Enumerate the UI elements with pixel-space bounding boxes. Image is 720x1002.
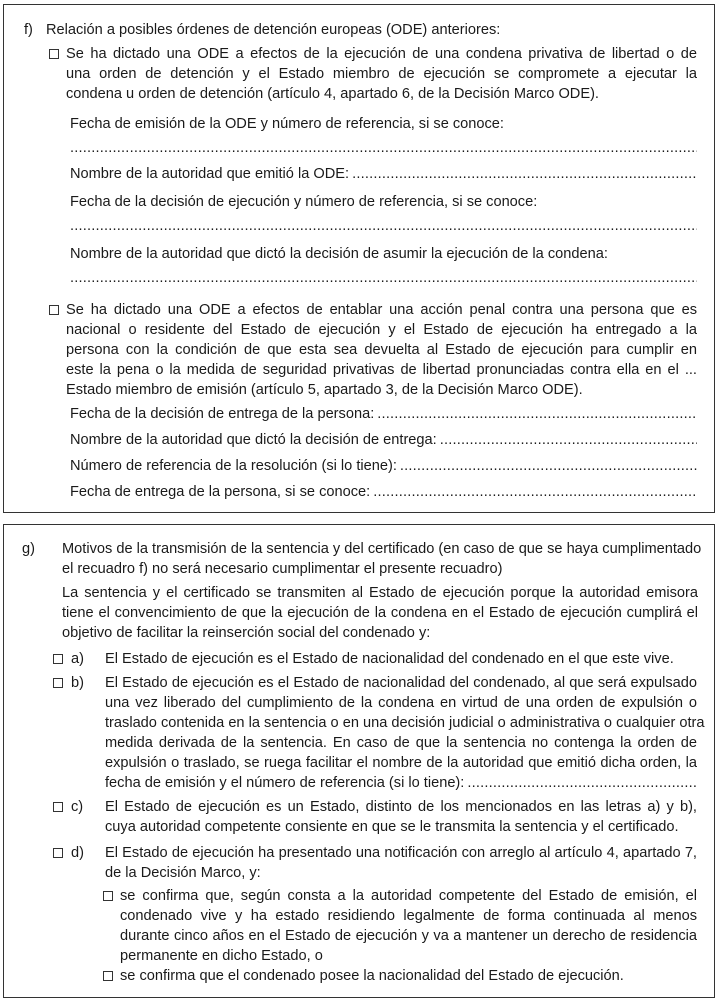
g-d-sub1-line: durante cinco años en el Estado de ejecución y va a mantener un derecho de residencia — [120, 928, 697, 944]
g-a-line: El Estado de ejecución es el Estado de nacionalidad del condenado en el que este vive. — [105, 651, 674, 667]
g-a-letter: a) — [71, 651, 84, 667]
f-option2-line: Estado miembro de emisión (artículo 5, apartado 3, de la Decisión Marco ODE). — [66, 382, 583, 398]
f-option2-line: nacional o residente del Estado de ejecución y el Estado de ejecución ha entregado a la — [66, 322, 697, 338]
f-option2-line: este la pena o la medida de seguridad privativas de libertad pronunciadas contra ella en el ... — [66, 362, 697, 378]
f-resolution-ref-label: Número de referencia de la resolución (si lo tiene): — [70, 458, 397, 474]
g-intro-line: La sentencia y el certificado se transmiten al Estado de ejecución porque la autoridad emisora — [62, 585, 698, 601]
f-exec-decision-field[interactable] — [70, 216, 697, 236]
g-intro-line: objetivo de facilitar la reinserción social del condenado y: — [62, 625, 431, 641]
f-resolution-ref-field[interactable] — [70, 456, 697, 476]
g-d-sub1-line: condenado vive y ha estado residiendo legalmente de forma continuada al menos — [120, 908, 697, 924]
g-b-line: una vez liberado del cumplimiento de la condena en virtud de una orden de expulsión o — [105, 695, 697, 711]
f-surrender-date-label: Fecha de entrega de la persona, si se conoce: — [70, 484, 371, 500]
g-b-letter: b) — [71, 675, 84, 691]
g-d-sub2-line: se confirma que el condenado posee la nacionalidad del Estado de ejecución. — [120, 968, 624, 984]
checkbox-f-option1[interactable] — [49, 49, 59, 59]
g-b-line: traslado contenida en la sentencia o en una decisión judicial o administrativa o cualquier otra — [105, 715, 705, 731]
f-surrender-decision-label: Fecha de la decisión de entrega de la persona: — [70, 406, 375, 422]
f-exec-decision-label: Fecha de la decisión de ejecución y número de referencia, si se conoce: — [70, 194, 538, 210]
g-c-line: El Estado de ejecución es un Estado, distinto de los mencionados en las letras a) y b), — [105, 799, 697, 815]
section-f-letter: f) — [24, 22, 33, 38]
section-g-title-line: el recuadro f) no será necesario cumplimentar el presente recuadro) — [62, 561, 503, 577]
f-issue-date-label: Fecha de emisión de la ODE y número de referencia, si se conoce: — [70, 116, 504, 132]
g-d-line: de la Decisión Marco, y: — [105, 865, 261, 881]
f-option2-line: Se ha dictado una ODE a efectos de entablar una acción penal contra una persona que es — [66, 302, 697, 318]
checkbox-g-a[interactable] — [53, 654, 63, 664]
g-b-line: medida derivada de la sentencia. En caso de que la sentencia no contenga la orden de — [105, 735, 697, 751]
f-surrender-authority-label: Nombre de la autoridad que dictó la decisión de entrega: — [70, 432, 437, 448]
g-c-line: cuya autoridad competente consiente en que se le transmita la sentencia y el certificado. — [105, 819, 679, 835]
g-d-line: El Estado de ejecución ha presentado una notificación con arreglo al artículo 4, apartado 7, — [105, 845, 697, 861]
g-b-authority-field[interactable] — [105, 773, 697, 793]
f-authority-field[interactable] — [70, 164, 697, 184]
g-d-sub1-line: se confirma que, según consta a la autoridad competente del Estado de emisión, el — [120, 888, 697, 904]
checkbox-g-d[interactable] — [53, 848, 63, 858]
f-option1-line: condena u orden de detención (artículo 4, apartado 6, de la Decisión Marco ODE). — [66, 86, 599, 102]
section-g-letter: g) — [22, 541, 35, 557]
g-intro-line: tiene el convencimiento de que la ejecución de la condena en el Estado de ejecución cumplirá el — [62, 605, 698, 621]
f-option1-line: una orden de detención y el Estado miembro de ejecución se compromete a ejecutar la — [66, 66, 697, 82]
f-option2-line: persona con la condición de que esta sea devuelta al Estado de ejecución para cumplir en — [66, 342, 697, 358]
f-exec-authority-label: Nombre de la autoridad que dictó la decisión de asumir la ejecución de la condena: — [70, 246, 608, 262]
section-g-title-line: Motivos de la transmisión de la sentencia y del certificado (en caso de que se haya cumplimentado — [62, 541, 702, 557]
checkbox-g-b[interactable] — [53, 678, 63, 688]
g-d-sub1-line: permanente en dicho Estado, o — [120, 948, 323, 964]
section-f-title: Relación a posibles órdenes de detención europeas (ODE) anteriores: — [46, 22, 501, 38]
checkbox-g-d-sub2[interactable] — [103, 971, 113, 981]
f-authority-label: Nombre de la autoridad que emitió la ODE: — [70, 166, 350, 182]
checkbox-g-d-sub1[interactable] — [103, 891, 113, 901]
checkbox-g-c[interactable] — [53, 802, 63, 812]
f-issue-date-field[interactable] — [70, 138, 697, 158]
g-b-line: El Estado de ejecución es el Estado de nacionalidad del condenado, al que será expulsado — [105, 675, 697, 691]
f-option1-line: Se ha dictado una ODE a efectos de la ejecución de una condena privativa de libertad o de — [66, 46, 697, 62]
g-b-line: expulsión o traslado, se ruega facilitar el nombre de la autoridad que emitió dicha orden, la — [105, 755, 697, 771]
f-surrender-authority-field[interactable] — [70, 430, 697, 450]
f-surrender-date-field[interactable] — [70, 482, 697, 502]
f-surrender-decision-field[interactable] — [70, 404, 697, 424]
g-d-letter: d) — [71, 845, 84, 861]
g-b-last-line: fecha de emisión y el número de referencia (si lo tiene): — [105, 775, 465, 791]
f-exec-authority-field[interactable] — [70, 268, 697, 288]
g-c-letter: c) — [71, 799, 84, 815]
checkbox-f-option2[interactable] — [49, 305, 59, 315]
